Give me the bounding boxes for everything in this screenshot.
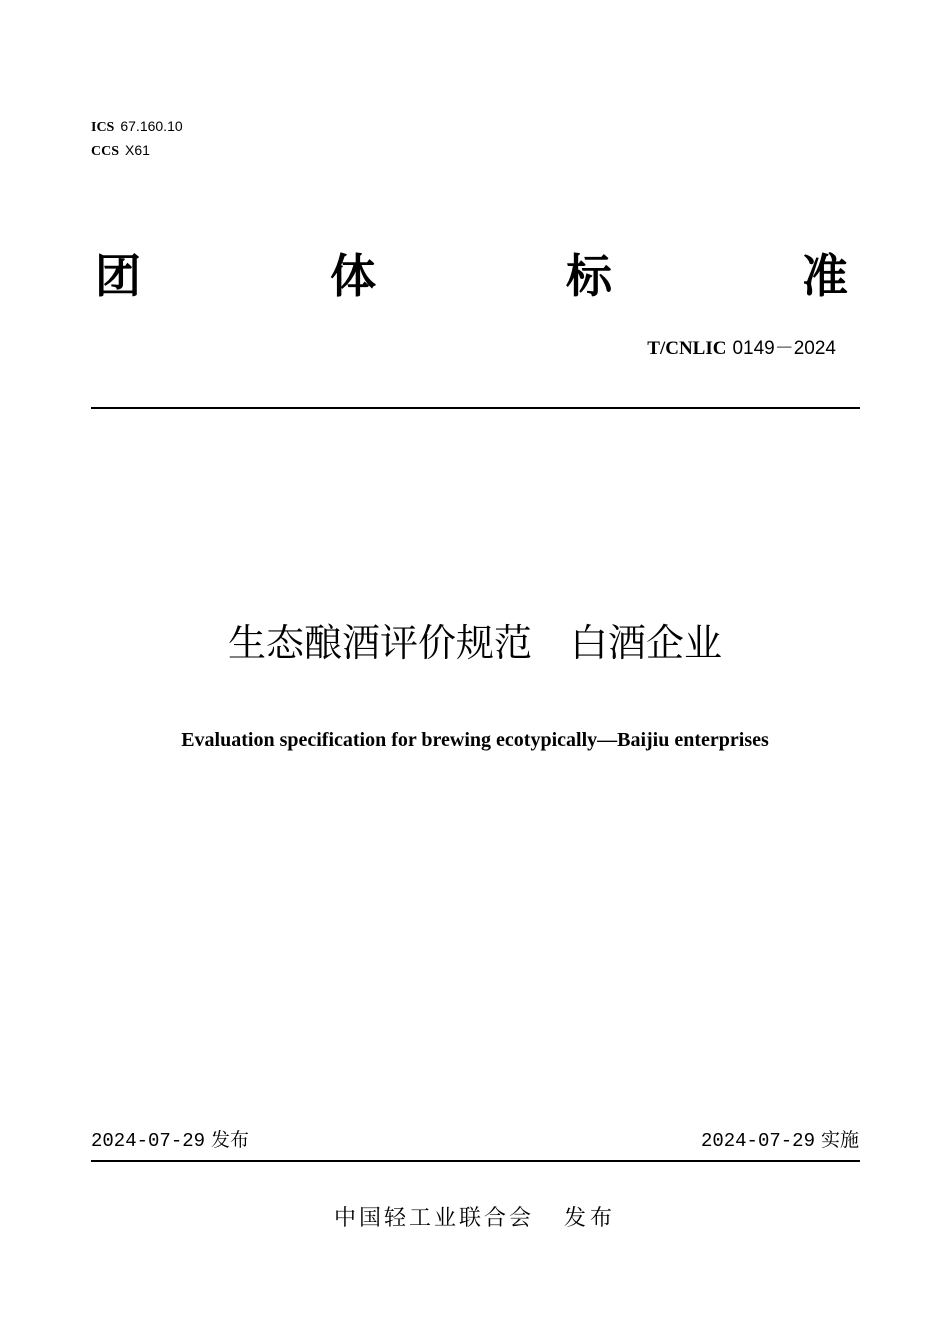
publisher-action: 发布 [564, 1206, 617, 1231]
title-chinese: 生态酿酒评价规范 白酒企业 [227, 621, 722, 665]
implementation-date-label: 实施 [820, 1129, 859, 1151]
implementation-date [701, 1127, 859, 1154]
ccs-label: CCS [91, 144, 120, 159]
title-english: Evaluation specification for brewing ecotypically—Baijiu enterprises [181, 729, 769, 751]
document-type-char-1: 团 [95, 249, 141, 303]
publish-date-value: 2024-07-29 [91, 1130, 206, 1152]
ccs-value: X61 [125, 142, 150, 158]
publish-date-label: 发布 [211, 1129, 250, 1151]
ics-value: 67.160.10 [120, 118, 183, 134]
header-divider [91, 407, 860, 409]
implementation-date-value: 2024-07-29 [700, 1130, 815, 1152]
ics-classification [91, 117, 183, 137]
standard-number-prefix: T/CNLIC [647, 338, 727, 359]
document-type-char-2: 体 [330, 249, 376, 303]
publisher-organization: 中国轻工业联合会 [333, 1206, 534, 1231]
publish-date [91, 1127, 249, 1154]
standard-number-value: 0149－2024 [732, 338, 836, 359]
ccs-classification [91, 141, 150, 161]
ics-label: ICS [91, 120, 115, 135]
footer-divider [91, 1160, 860, 1162]
standard-number [647, 336, 836, 361]
publisher [0, 1204, 950, 1234]
document-type-char-4: 准 [802, 249, 848, 303]
document-type-char-3: 标 [566, 249, 612, 303]
